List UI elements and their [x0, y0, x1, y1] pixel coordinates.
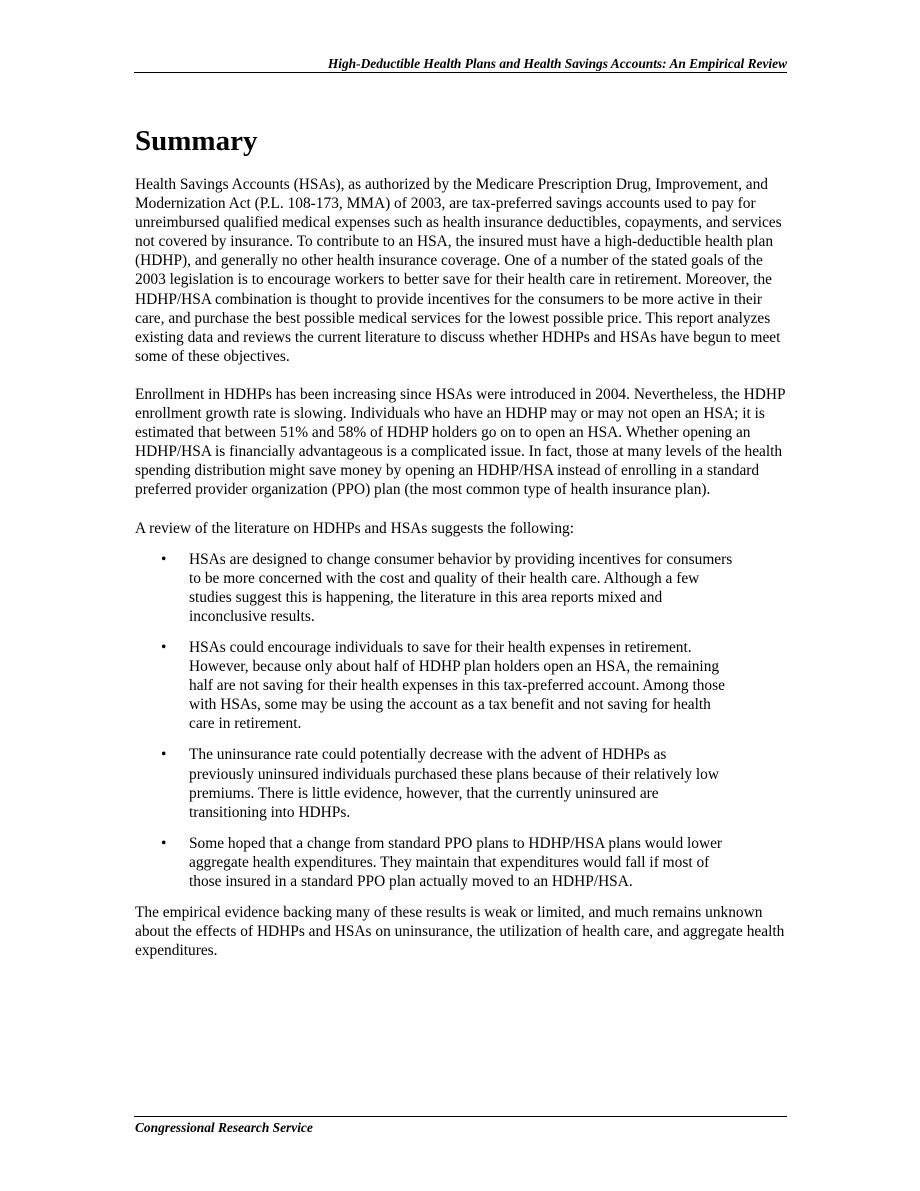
list-item	[161, 745, 734, 821]
list-item	[161, 550, 734, 626]
bullet-icon: •	[161, 550, 167, 568]
running-header: High-Deductible Health Plans and Health Savings Accounts: An Empirical Review	[327, 56, 787, 71]
findings-list	[135, 550, 734, 892]
header-divider	[134, 72, 787, 73]
list-item	[161, 834, 734, 891]
enrollment-paragraph: Enrollment in HDHPs has been increasing since HSAs were introduced in 2004. Nevertheless, the HDHP enrollment growth rate is slowing. Individuals who have an HDHP may or may not open an HSA; it is estimated that between 51% and 58% of HDHP holders go on to open an HSA. Whether opening an HDHP/HSA is financially advantageous is a complicated issue. In fact, those at many levels of the health spending distribution might save money by opening an HDHP/HSA instead of enrolling in a standard preferred provider organization (PPO) plan (the most common type of health insurance plan).	[135, 385, 785, 499]
closing-paragraph: The empirical evidence backing many of these results is weak or limited, and much remains unknown about the effects of HDHPs and HSAs on uninsurance, the utilization of health care, and aggregate health expenditures.	[135, 904, 785, 960]
bullet-icon: •	[161, 834, 167, 852]
list-item-text: HSAs are designed to change consumer behavior by providing incentives for consumers to be more concerned with the cost and quality of their health care. Although a few studies suggest this is happening, the literature in this area reports mixed and inconclusive results.	[189, 550, 733, 625]
literature-lead-paragraph: A review of the literature on HDHPs and HSAs suggests the following:	[135, 519, 575, 537]
list-item-text: The uninsurance rate could potentially decrease with the advent of HDHPs as previously uninsured individuals purchased these plans because of their relatively low premiums. There is little evidence, however, that the currently uninsured are transitioning into HDHPs.	[189, 746, 719, 821]
intro-paragraph: Health Savings Accounts (HSAs), as authorized by the Medicare Prescription Drug, Improvement, and Modernization Act (P.L. 108-173, MMA) of 2003, are tax-preferred savings accounts used to pay for unreimbursed qualified medical expenses such as health insurance deductibles, copayments, and services not covered by insurance. To contribute to an HSA, the insured must have a high-deductible health plan (HDHP), and generally no other health insurance coverage. One of a number of the stated goals of the 2003 legislation is to encourage workers to better save for their health care in retirement. Moreover, the HDHP/HSA combination is thought to provide incentives for the consumers to be more active in their care, and purchase the best possible medical services for the lowest possible price. This report analyzes existing data and reviews the current literature to discuss whether HDHPs and HSAs have begun to meet some of these objectives.	[135, 176, 782, 365]
list-item-text: Some hoped that a change from standard PPO plans to HDHP/HSA plans would lower aggregate health expenditures. They maintain that expenditures would fall if most of those insured in a standard PPO plan actually moved to an HDHP/HSA.	[189, 834, 723, 890]
list-item-text: HSAs could encourage individuals to save for their health expenses in retirement. However, because only about half of HDHP plan holders open an HSA, the remaining half are not saving for their health expenses in this tax-preferred account. Among those with HSAs, some may be using the account as a tax benefit and not saving for health care in retirement.	[189, 638, 725, 733]
running-footer: Congressional Research Service	[135, 1120, 313, 1135]
list-item	[161, 638, 734, 733]
bullet-icon: •	[161, 638, 167, 656]
bullet-icon: •	[161, 746, 167, 764]
page-title: Summary	[135, 125, 258, 157]
summary-body	[135, 175, 787, 979]
footer-divider	[134, 1116, 787, 1117]
